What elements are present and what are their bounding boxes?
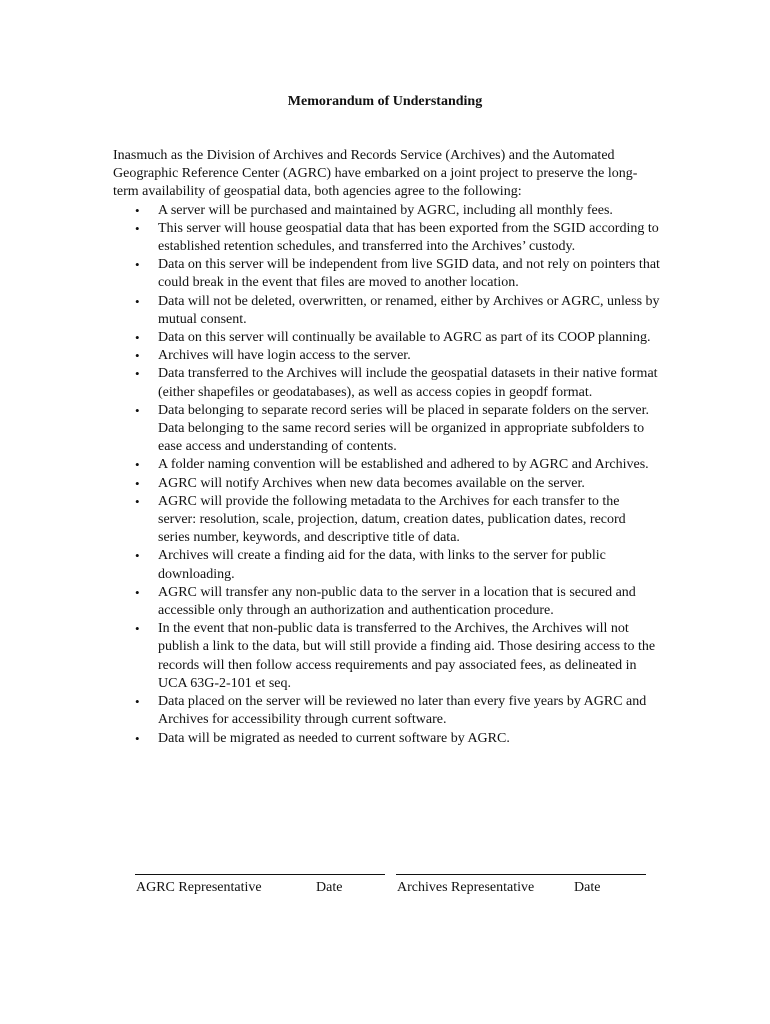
list-item [113, 693, 661, 729]
intro-paragraph: Inasmuch as the Division of Archives and Records Service (Archives) and the Automated Geographic Reference Center (AGRC) have embarked on a joint project to preserve the long-term availability of geospatial data, both agencies agree to the following: [113, 148, 638, 200]
list-item [113, 329, 661, 347]
list-item-text: AGRC will transfer any non-public data to the server in a location that is secured and accessible only through an authorization and authentication procedure. [158, 584, 636, 619]
bullet-icon: • [135, 730, 140, 746]
list-item-text: Archives will create a finding aid for the data, with links to the server for public downloading. [158, 548, 606, 582]
list-item [113, 584, 661, 620]
list-item [113, 730, 661, 748]
bullet-icon: • [135, 330, 140, 346]
memorandum-body [113, 147, 661, 748]
bullet-icon: • [135, 621, 140, 637]
bullet-icon: • [135, 366, 140, 382]
list-item [113, 293, 661, 329]
list-item-text: Data will be migrated as needed to current software by AGRC. [158, 730, 510, 746]
archives-date-label: Date [574, 880, 601, 895]
bullet-icon: • [135, 257, 140, 273]
bullet-icon: • [135, 457, 140, 473]
bullet-icon: • [135, 493, 140, 509]
list-item-text: Archives will have login access to the server. [158, 348, 411, 364]
list-item [113, 365, 661, 401]
archives-signature-line [396, 874, 646, 904]
list-item-text: In the event that non-public data is transferred to the Archives, the Archives will not publish a link to the data, but will still provide a finding aid. Those desiring access to the records will then follow access requirements and pay associated fees, as delineated in UCA 63G-2-101 et seq. [158, 621, 656, 691]
list-item [113, 547, 661, 583]
list-item-text: Data on this server will be independent from live SGID data, and not rely on pointers that could break in the event that files are moved to another location. [158, 257, 660, 291]
list-item-text: This server will house geospatial data that has been exported from the SGID according to established retention schedules, and transferred into the Archives’ custody. [158, 220, 659, 255]
list-item-text: Data belonging to separate record series will be placed in separate folders on the server. Data belonging to the same record series will be organized in appropriate subfolders to ease access and understanding of contents. [158, 402, 649, 455]
list-item [113, 475, 661, 493]
list-item-text: AGRC will provide the following metadata to the Archives for each transfer to the server: resolution, scale, projection, datum, creation dates, publication dates, record series number, keywords, and descriptive title of data. [158, 493, 626, 546]
list-item-text: Data on this server will continually be available to AGRC as part of its COOP planning. [158, 330, 651, 346]
agrc-signature-line [135, 874, 385, 904]
list-item-text: Data placed on the server will be reviewed no later than every five years by AGRC and Archives for accessibility through current software. [158, 694, 647, 728]
list-item [113, 202, 661, 220]
bullet-icon: • [135, 220, 140, 236]
agrc-representative-label: AGRC Representative [136, 880, 262, 895]
bullet-icon: • [135, 293, 140, 309]
archives-representative-label: Archives Representative [397, 880, 535, 895]
list-item [113, 347, 661, 365]
bullet-icon: • [135, 202, 140, 218]
list-item-text: A folder naming convention will be established and adhered to by AGRC and Archives. [158, 457, 649, 473]
list-item-text: AGRC will notify Archives when new data becomes available on the server. [158, 475, 585, 491]
agrc-date-label: Date [316, 880, 343, 895]
list-item-text: Data will not be deleted, overwritten, or renamed, either by Archives or AGRC, unless by mutual consent. [158, 293, 660, 327]
list-item-text: A server will be purchased and maintained by AGRC, including all monthly fees. [158, 202, 613, 218]
list-item [113, 493, 661, 548]
bullet-icon: • [135, 402, 140, 418]
bullet-icon: • [135, 475, 140, 491]
agreement-list [113, 202, 661, 748]
list-item [113, 256, 661, 292]
bullet-icon: • [135, 584, 140, 600]
bullet-icon: • [135, 348, 140, 364]
list-item [113, 456, 661, 474]
page-title: Memorandum of Understanding [287, 94, 483, 109]
bullet-icon: • [135, 694, 140, 710]
bullet-icon: • [135, 548, 140, 564]
list-item-text: Data transferred to the Archives will include the geospatial datasets in their native format (either shapefiles or geodatabases), as well as access copies in geopdf format. [158, 366, 658, 400]
list-item [113, 620, 661, 693]
list-item [113, 402, 661, 457]
list-item [113, 220, 661, 256]
